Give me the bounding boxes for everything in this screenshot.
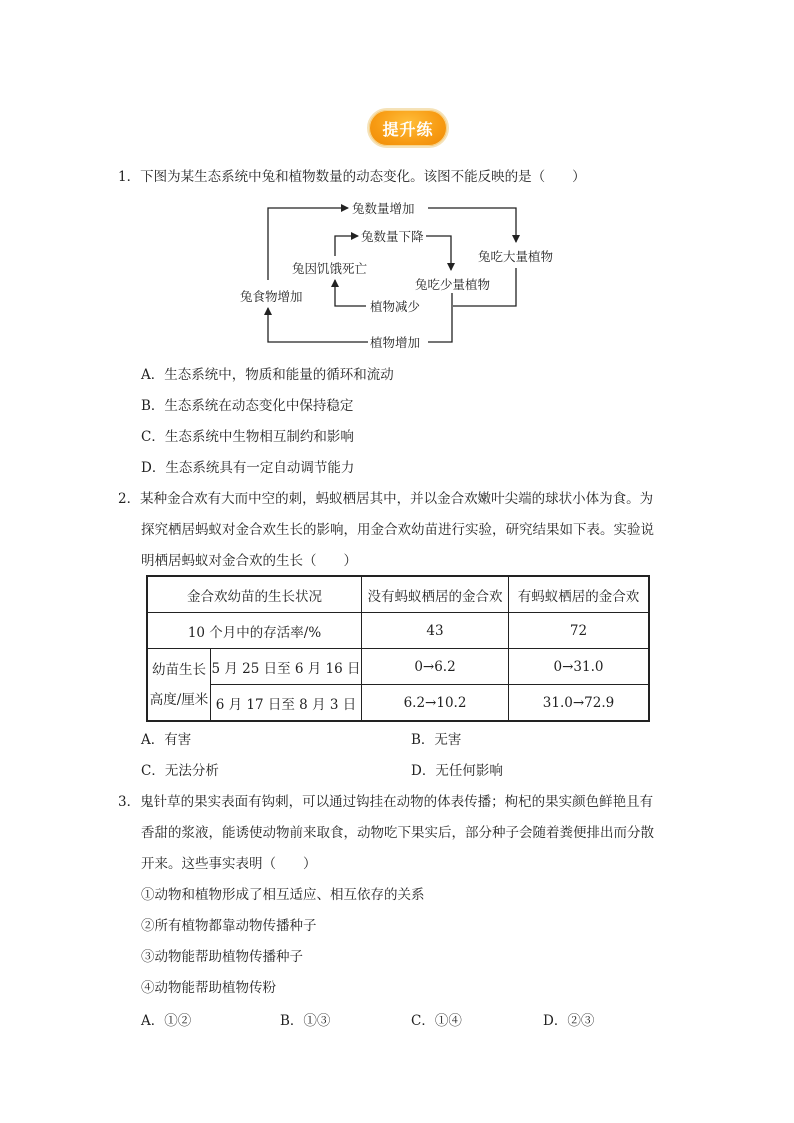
arrow-inner-left-to-inner-top (335, 236, 358, 256)
q1-option-d: D．生态系统具有一定自动调节能力 (141, 460, 355, 476)
q1-stem: 1．下图为某生态系统中兔和植物数量的动态变化。该图不能反映的是（ ） (118, 169, 586, 185)
q1-option-b: B．生态系统在动态变化中保持稳定 (141, 398, 354, 414)
q3-option-b: B．①③ (280, 1013, 331, 1029)
label-inner-right: 兔吃少量植物 (415, 277, 491, 292)
arrow-inner-top-to-inner-right (426, 236, 451, 270)
q2-stem-line-2: 探究栖居蚂蚁对金合欢生长的影响，用金合欢幼苗进行实验，研究结果如下表。实验说 (141, 522, 654, 538)
label-inner-top: 兔数量下降 (361, 229, 424, 244)
table-row-growth-2 (147, 685, 649, 722)
q2-option-c: C．无法分析 (141, 763, 219, 779)
q3-statement-4: ④动物能帮助植物传粉 (141, 980, 276, 996)
header-status: 金合欢幼苗的生长状况 (147, 576, 362, 613)
label-inner-left: 兔因饥饿死亡 (292, 261, 368, 276)
growth-2-with: 31.0→72.9 (509, 685, 650, 722)
header-without-ants: 没有蚂蚁栖居的金合欢 (362, 576, 509, 613)
q3-stem-line-3: 开来。这些事实表明（ ） (141, 856, 317, 872)
label-left: 兔食物增加 (240, 289, 303, 304)
survival-without: 43 (362, 613, 509, 649)
label-right: 兔吃大量植物 (478, 249, 554, 264)
table-row-survival (147, 613, 649, 649)
q3-statement-3: ③动物能帮助植物传播种子 (141, 949, 303, 965)
q3-option-d: D．②③ (543, 1013, 595, 1029)
arrow-top-to-right (428, 208, 516, 242)
q2-stem-line-3: 明栖居蚂蚁对金合欢的生长（ ） (141, 553, 357, 569)
rabbit-plant-cycle-diagram (236, 190, 554, 360)
growth-label-line-1: 幼苗生长 (152, 661, 206, 678)
period-1: 5 月 25 日至 6 月 16 日 (211, 649, 362, 685)
label-top: 兔数量增加 (352, 201, 415, 216)
q2-stem-line-1: 2．某种金合欢有大而中空的刺，蚂蚁栖居其中，并以金合欢嫩叶尖端的球状小体为食。为 (118, 491, 654, 507)
label-inner-bottom: 植物减少 (370, 299, 421, 314)
table-header-row (147, 576, 649, 613)
arrow-inner-right-to-bottom (428, 293, 452, 342)
growth-1-with: 0→31.0 (509, 649, 650, 685)
q2-results-table (146, 575, 650, 722)
q2-option-d: D．无任何影响 (411, 763, 503, 779)
growth-2-without: 6.2→10.2 (362, 685, 509, 722)
label-bottom: 植物增加 (370, 335, 421, 350)
table-row-growth-1 (147, 649, 649, 685)
period-2: 6 月 17 日至 8 月 3 日 (211, 685, 362, 722)
q2-option-b: B．无害 (411, 732, 462, 748)
growth-1-without: 0→6.2 (362, 649, 509, 685)
growth-label (147, 649, 211, 722)
arrow-inner-bottom-to-inner-left (335, 280, 366, 306)
q3-statement-1: ①动物和植物形成了相互适应、相互依存的关系 (141, 887, 425, 903)
arrow-bottom-to-left (268, 308, 368, 342)
q3-option-a: A．①② (141, 1013, 192, 1029)
q1-option-a: A．生态系统中，物质和能量的循环和流动 (141, 367, 394, 383)
header-with-ants: 有蚂蚁栖居的金合欢 (509, 576, 650, 613)
q3-stem-line-2: 香甜的浆液，能诱使动物前来取食，动物吃下果实后，部分种子会随着粪便排出而分散 (141, 825, 654, 841)
section-badge: 提升练 (367, 108, 449, 148)
survival-with: 72 (509, 613, 650, 649)
q3-stem-line-1: 3．鬼针草的果实表面有钩刺，可以通过钩挂在动物的体表传播；枸杞的果实颜色鲜艳且有 (118, 794, 654, 810)
q3-statement-2: ②所有植物都靠动物传播种子 (141, 918, 317, 934)
q3-option-c: C．①④ (411, 1013, 462, 1029)
q1-option-c: C．生态系统中生物相互制约和影响 (141, 429, 354, 445)
growth-label-line-2: 高度/厘米 (149, 691, 209, 708)
survival-label: 10 个月中的存活率/% (147, 613, 362, 649)
q2-option-a: A．有害 (141, 732, 192, 748)
